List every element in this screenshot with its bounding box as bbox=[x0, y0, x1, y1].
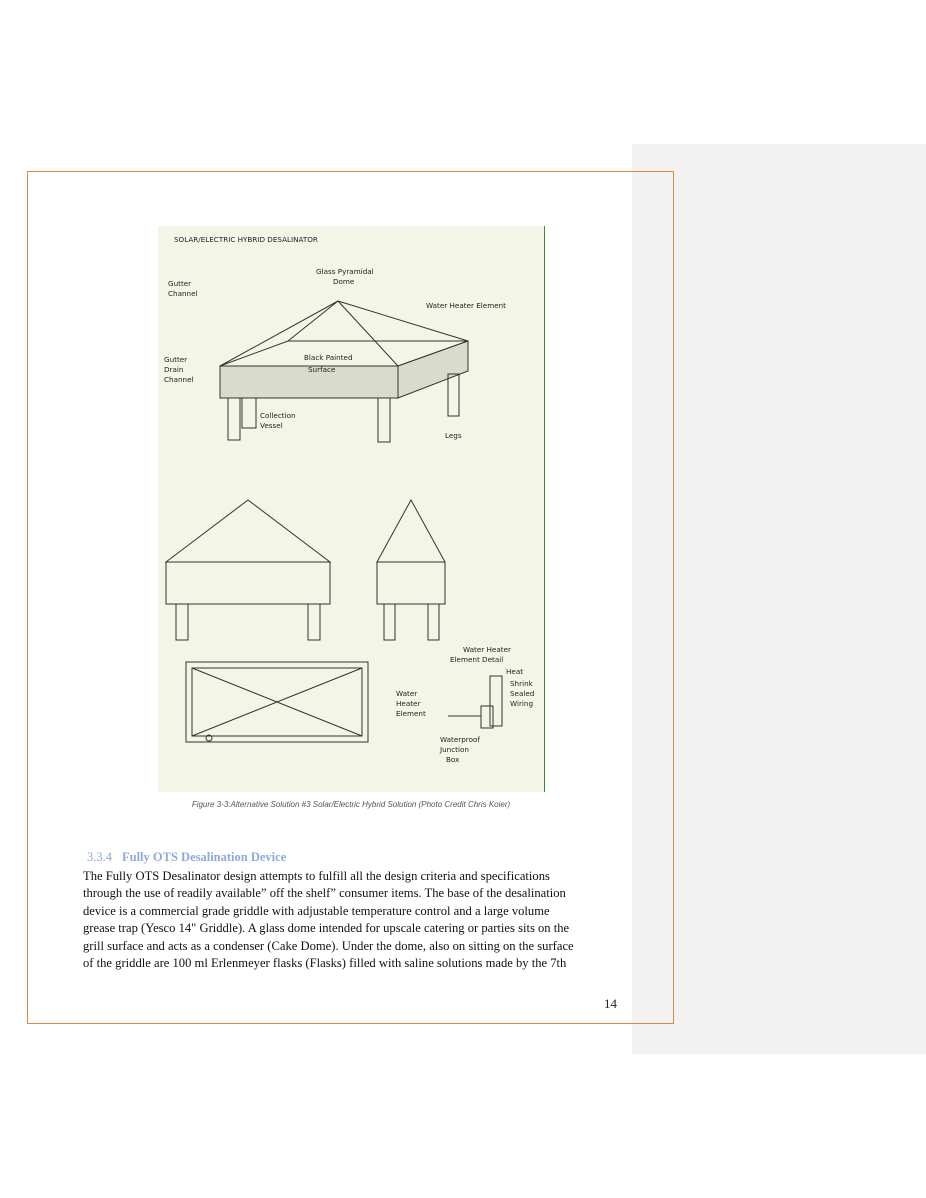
label-junction-box-2: Junction bbox=[440, 745, 469, 754]
label-heat-shrink-1: Heat bbox=[506, 667, 524, 676]
label-gutter-drain-1: Gutter bbox=[164, 355, 188, 364]
label-detail-element-2: Heater bbox=[396, 699, 421, 708]
page-number: 14 bbox=[604, 996, 617, 1011]
section-heading bbox=[87, 850, 286, 865]
label-detail-title-2: Element Detail bbox=[450, 655, 504, 664]
label-gutter-channel-2: Channel bbox=[168, 289, 198, 298]
comment-pane bbox=[632, 144, 926, 1054]
section-title: Fully OTS Desalination Device bbox=[122, 850, 287, 864]
body-line: grill surface and acts as a condenser (Cake Dome). Under the dome, also on sitting on the surface bbox=[83, 938, 574, 953]
label-gutter-drain-2: Drain bbox=[164, 365, 184, 374]
section-number: 3.3.4 bbox=[87, 850, 112, 864]
sketch-title: SOLAR/ELECTRIC HYBRID DESALINATOR bbox=[174, 235, 318, 244]
body-paragraph bbox=[83, 868, 620, 972]
body-line: through the use of readily available” off the shelf” consumer items. The base of the desalination bbox=[83, 886, 566, 901]
label-heat-shrink-4: Wiring bbox=[510, 699, 534, 708]
label-black-surface-2: Surface bbox=[308, 365, 336, 374]
label-heat-shrink-3: Sealed bbox=[510, 689, 535, 698]
label-heat-shrink-2: Shrink bbox=[510, 679, 533, 688]
label-junction-box-3: Box bbox=[446, 755, 460, 764]
label-detail-element-1: Water bbox=[396, 689, 418, 698]
body-line: grease trap (Yesco 14" Griddle). A glass dome intended for upscale catering or parties sits on the bbox=[83, 921, 570, 936]
label-detail-element-3: Element bbox=[396, 709, 426, 718]
sketch-drawing bbox=[158, 226, 544, 792]
label-legs: Legs bbox=[445, 431, 462, 440]
label-collection-vessel-2: Vessel bbox=[260, 421, 283, 430]
label-water-heater-element: Water Heater Element bbox=[426, 301, 506, 310]
figure-sketch bbox=[158, 226, 545, 792]
body-line: of the griddle are 100 ml Erlenmeyer flasks (Flasks) filled with saline solutions made by the 7th bbox=[83, 956, 567, 971]
label-glass-dome-2: Dome bbox=[333, 277, 355, 286]
label-glass-dome-1: Glass Pyramidal bbox=[316, 267, 374, 276]
figure-caption: Figure 3-3:Alternative Solution #3 Solar/Electric Hybrid Solution (Photo Credit Chris Koier) bbox=[191, 800, 511, 809]
label-detail-title-1: Water Heater bbox=[463, 645, 511, 654]
body-line: The Fully OTS Desalinator design attempts to fulfill all the design criteria and specifications bbox=[83, 869, 550, 883]
label-black-surface-1: Black Painted bbox=[304, 353, 353, 362]
label-junction-box-1: Waterproof bbox=[440, 735, 480, 744]
label-gutter-drain-3: Channel bbox=[164, 375, 194, 384]
label-collection-vessel-1: Collection bbox=[260, 411, 296, 420]
body-line: device is a commercial grade griddle with adjustable temperature control and a large volume bbox=[83, 903, 550, 918]
label-gutter-channel-1: Gutter bbox=[168, 279, 192, 288]
